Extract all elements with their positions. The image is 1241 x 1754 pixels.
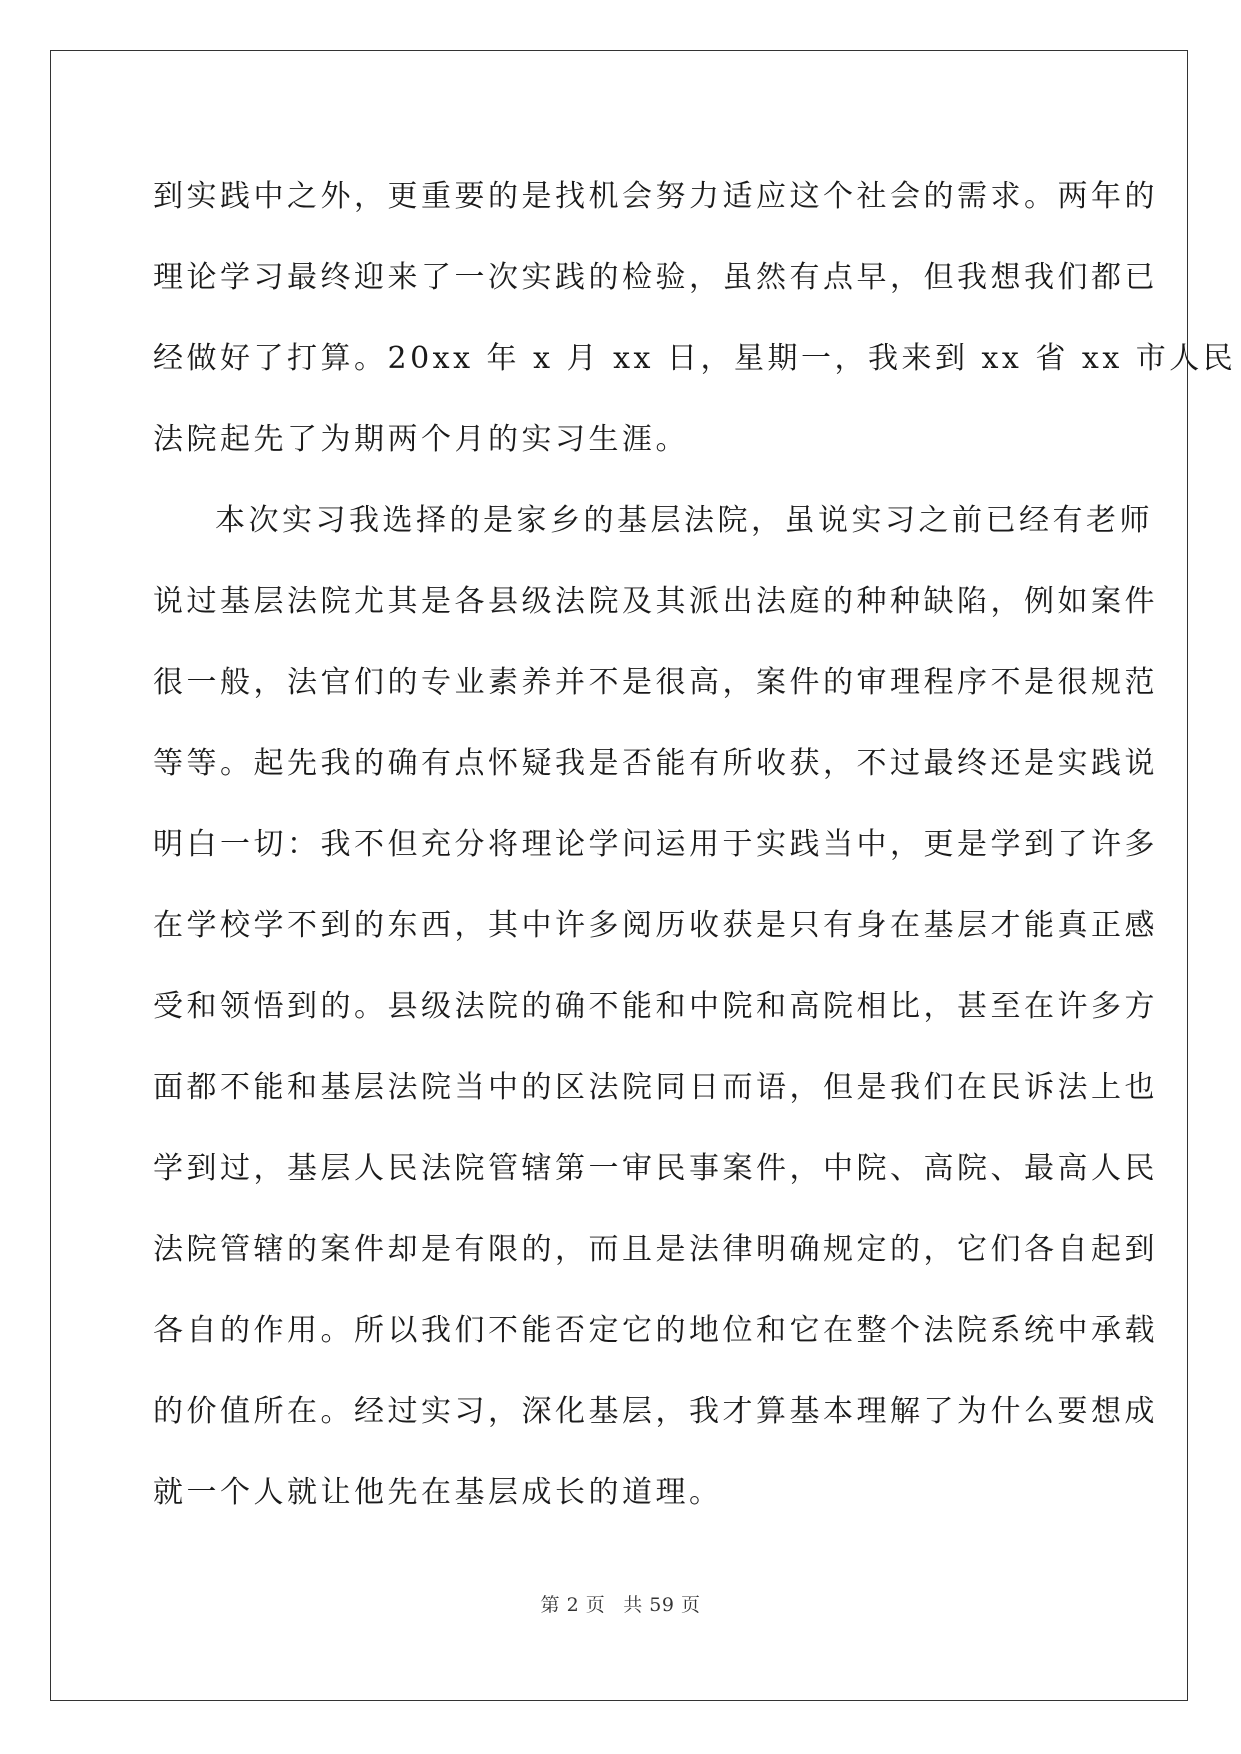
- text-line: 说过基层法院尤其是各县级法院及其派出法庭的种种缺陷，例如案件: [153, 584, 1158, 619]
- text-line: 受和领悟到的。县级法院的确不能和中院和高院相比，甚至在许多方: [153, 989, 1158, 1024]
- text-line: 很一般，法官们的专业素养并不是很高，案件的审理程序不是很规范: [153, 665, 1158, 700]
- text-line: 学到过，基层人民法院管辖第一审民事案件，中院、高院、最高人民: [153, 1151, 1158, 1186]
- text-line: 就一个人就让他先在基层成长的道理。: [153, 1475, 723, 1510]
- page-total: 共 59 页: [623, 1594, 701, 1616]
- text-line: 的价值所在。经过实习，深化基层，我才算基本理解了为什么要想成: [153, 1394, 1158, 1429]
- text-line: 法院起先了为期两个月的实习生涯。: [153, 422, 689, 457]
- text-line: 经做好了打算。20xx 年 x 月 xx 日，星期一，我来到 xx 省 xx 市人民: [153, 341, 1237, 376]
- document-body: [153, 156, 1237, 1533]
- text-line: 法院管辖的案件却是有限的，而且是法律明确规定的，它们各自起到: [153, 1232, 1158, 1267]
- text-line: 在学校学不到的东西，其中许多阅历收获是只有身在基层才能真正感: [153, 908, 1158, 943]
- text-line: 等等。起先我的确有点怀疑我是否能有所收获，不过最终还是实践说: [153, 746, 1158, 781]
- text-line: 理论学习最终迎来了一次实践的检验，虽然有点早，但我想我们都已: [153, 260, 1158, 295]
- page-number: 第 2 页: [540, 1594, 606, 1616]
- text-line: 明白一切：我不但充分将理论学问运用于实践当中，更是学到了许多: [153, 827, 1158, 862]
- paragraph-2: [153, 480, 1158, 1533]
- text-line: 到实践中之外，更重要的是找机会努力适应这个社会的需求。两年的: [153, 179, 1158, 214]
- text-line: 本次实习我选择的是家乡的基层法院，虽说实习之前已经有老师: [215, 503, 1153, 538]
- text-line: 面都不能和基层法院当中的区法院同日而语，但是我们在民诉法上也: [153, 1070, 1158, 1105]
- page-footer: [0, 1590, 1241, 1617]
- paragraph-1: [153, 156, 1237, 480]
- text-line: 各自的作用。所以我们不能否定它的地位和它在整个法院系统中承载: [153, 1313, 1158, 1348]
